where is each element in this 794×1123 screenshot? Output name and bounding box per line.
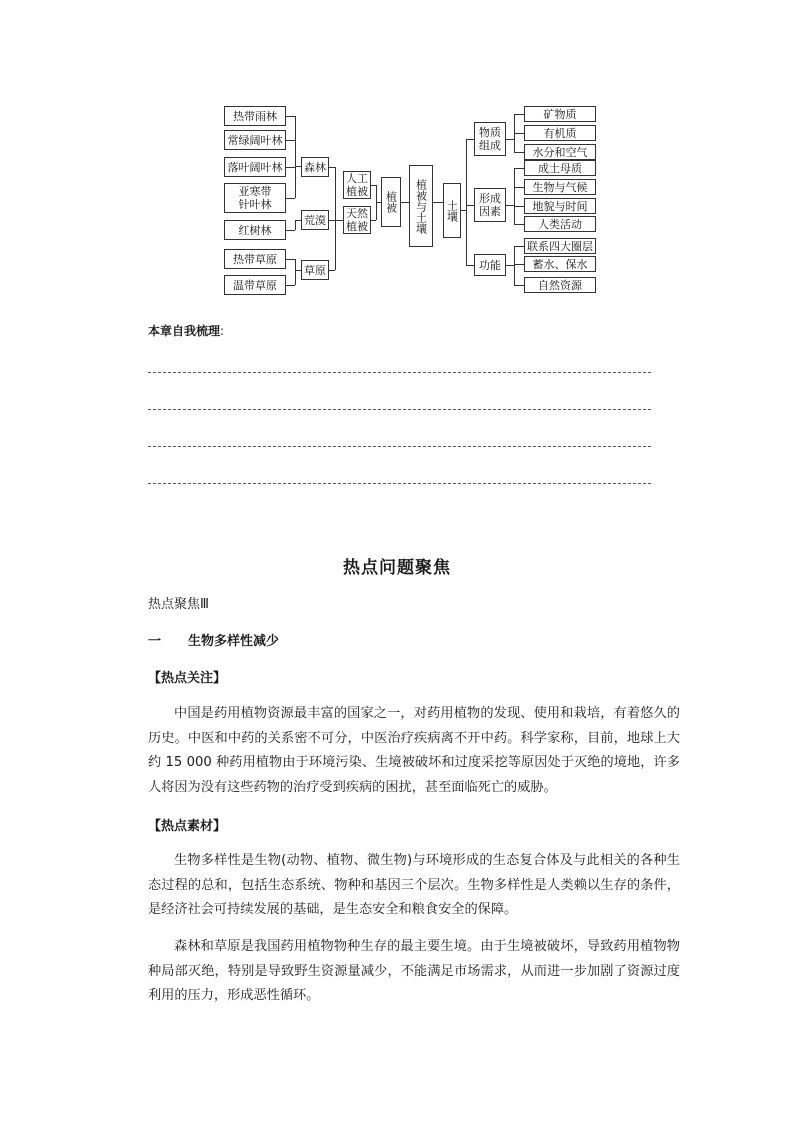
group-forest: 森林 xyxy=(301,157,329,177)
soil-function: 功能 xyxy=(474,254,506,276)
hotspot-title: 热点问题聚焦 xyxy=(343,558,451,578)
composition-mineral: 矿物质 xyxy=(524,106,596,122)
writing-line-1[interactable] xyxy=(148,372,651,373)
leaf-evergreen-broadleaf: 常绿阔叶林 xyxy=(224,130,286,150)
function-water-storage: 蓄水、保水 xyxy=(524,256,596,272)
material-label: 【热点素材】 xyxy=(148,819,227,834)
focus-paragraph: 中国是药用植物资源最丰富的国家之一，对药用植物的发现、使用和栽培，有着悠久的历史。中医和中药的关系密不可分，中医治疗疾病离不开中药。科学家称，目前，地球上大约 15 000 种药用植物由于环境污染、生境被破坏和过度采挖等原因处于灭绝的境地，许多人将因为没有这些药物的治疗受到疾病的困扰，甚至面临死亡的威胁。 xyxy=(148,706,680,795)
formation-human-activity: 人类活动 xyxy=(524,216,596,232)
leaf-tropical-grassland: 热带草原 xyxy=(224,249,286,269)
topic-heading xyxy=(148,630,279,649)
soil-node: 土壤 xyxy=(443,183,461,238)
vegetation-natural: 天然 植被 xyxy=(343,206,371,234)
formation-biology-climate: 生物与气候 xyxy=(524,179,596,195)
self-review-label xyxy=(148,322,224,339)
writing-line-2[interactable] xyxy=(148,409,651,410)
center-node: 植被与土壤 xyxy=(409,165,433,247)
group-grassland: 草原 xyxy=(301,260,329,280)
formation-landform-time: 地貌与时间 xyxy=(524,198,596,214)
function-natural-resource: 自然资源 xyxy=(524,277,596,293)
focus-label: 【热点关注】 xyxy=(148,671,227,686)
leaf-mangrove: 红树林 xyxy=(224,220,286,240)
material-paragraph-1: 生物多样性是生物(动物、植物、微生物)与环境形成的生态复合体及与此相关的各种生态过程的总和，包括生态系统、物种和基因三个层次。生物多样性是人类赖以生存的条件，是经济社会可持续发展的基础，是生态安全和粮食安全的保障。 xyxy=(148,853,680,917)
leaf-tropical-rainforest: 热带雨林 xyxy=(224,106,286,126)
composition-water-air: 水分和空气 xyxy=(524,144,596,160)
leaf-deciduous-broadleaf: 落叶阔叶林 xyxy=(224,157,286,177)
material-paragraph-2: 森林和草原是我国药用植物物种生存的最主要生境。由于生境被破坏，导致药用植物物种局部灭绝，特别是导致野生资源量减少，不能满足市场需求，从而进一步加剧了资源过度利用的压力，形成恶性循环。 xyxy=(148,939,680,1003)
topic-number: 一 xyxy=(148,634,162,649)
writing-line-4[interactable] xyxy=(148,483,651,484)
topic-title: 生物多样性减少 xyxy=(188,634,280,649)
leaf-temperate-grassland: 温带草原 xyxy=(224,275,286,295)
vegetation-artificial: 人工 植被 xyxy=(343,171,371,199)
self-review-label-text: 本章自我梳理 xyxy=(148,324,221,338)
soil-composition: 物质 组成 xyxy=(474,122,506,156)
leaf-subarctic-conifer: 亚寒带 针叶林 xyxy=(224,183,286,213)
function-link-spheres: 联系四大圈层 xyxy=(524,238,596,254)
composition-organic: 有机质 xyxy=(524,125,596,141)
hotspot-subtitle: 热点聚焦Ⅲ xyxy=(148,597,209,612)
soil-formation: 形成 因素 xyxy=(474,188,506,222)
self-review-label-suffix: : xyxy=(220,324,225,338)
vegetation-node: 植被 xyxy=(381,177,401,227)
writing-line-3[interactable] xyxy=(148,446,651,447)
formation-parent-material: 成土母质 xyxy=(524,160,596,176)
group-desert: 荒漠 xyxy=(301,210,329,230)
